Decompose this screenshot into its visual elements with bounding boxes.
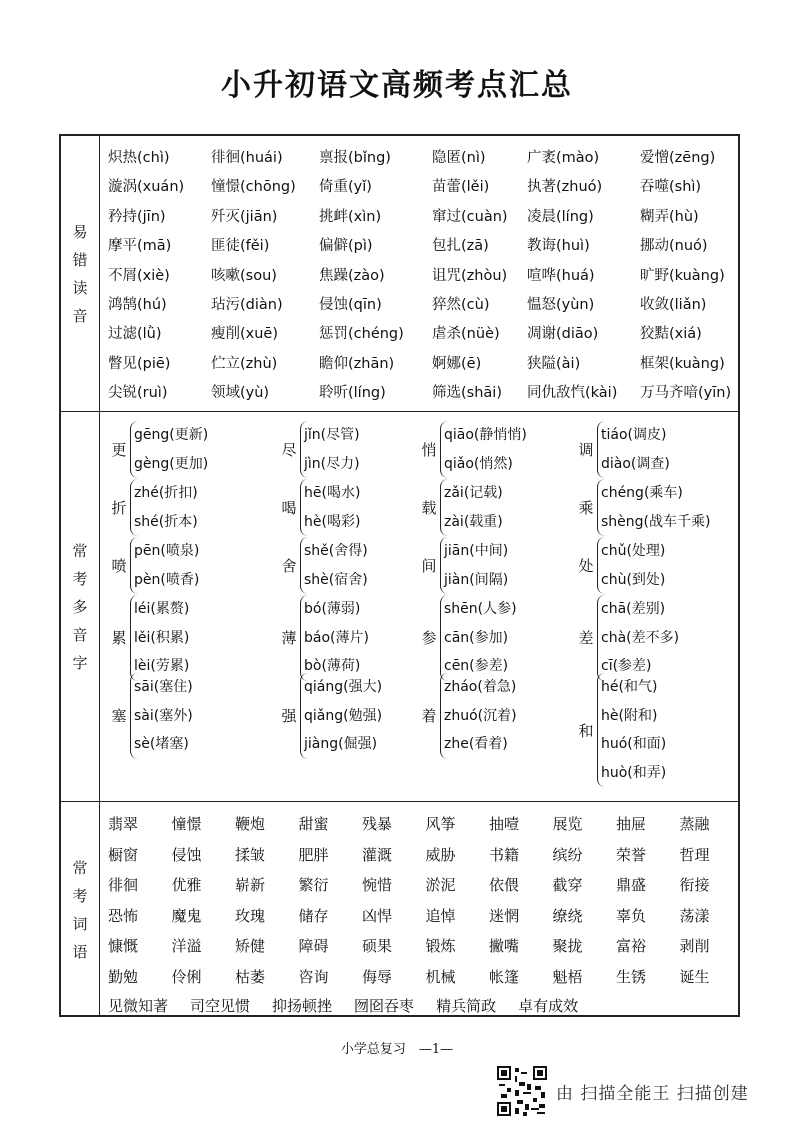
vocabulary-word: 残暴 [362,815,393,833]
vocabulary-word: 储存 [298,906,329,925]
pronunciation-item: 同仇敌忾(kài) [527,385,618,402]
pronunciation-item: 瘦削(xuē) [211,326,279,343]
idiom-item: 囫囵吞枣 [354,997,415,1015]
polyphonic-char: 乘 [578,499,594,517]
qr-code-icon [497,1066,547,1116]
reading-brace [597,537,665,594]
label-column-divider [99,136,100,1015]
polyphonic-group [109,479,198,536]
reading-item: cān(参加) [444,629,509,646]
pronunciation-item: 苗蕾(lěi) [432,179,490,196]
label-char: 常 [72,542,88,560]
label-char: 音 [72,306,88,325]
vocabulary-word: 伶俐 [171,967,202,986]
reading-item: hè(喝彩) [304,513,361,530]
polyphonic-group [576,595,679,681]
polyphonic-group [279,595,369,681]
pronunciation-item: 尖锐(ruì) [108,385,168,402]
reading-item: jiān(中间) [444,543,509,559]
vocabulary-word: 追悼 [425,906,456,925]
polyphonic-char: 和 [578,721,594,740]
reading-item: chǔ(处理) [601,543,666,559]
reading-brace [130,479,198,536]
label-char: 语 [72,943,88,961]
pronunciation-item: 狡黠(xiá) [640,326,702,343]
label-char: 考 [72,570,88,588]
pronunciation-item: 教诲(huì) [527,238,590,255]
polyphonic-char: 喷 [111,557,127,575]
reading-item: jiàng(倔强) [304,736,378,752]
section-divider [61,801,738,802]
vocabulary-word: 洋溢 [171,937,202,955]
pronunciation-item: 万马齐喑(yīn) [640,385,732,402]
pronunciation-item: 摩平(mā) [108,238,172,255]
pronunciation-item: 咳嗽(sou) [211,267,277,284]
label-char: 常 [72,859,88,877]
pronunciation-item: 鸿鹄(hú) [108,296,167,313]
pronunciation-item: 憧憬(chōng) [211,179,296,196]
vocabulary-word: 枯萎 [235,967,266,986]
polyphonic-group [576,673,666,787]
vocabulary-word: 依偎 [489,876,520,894]
polyphonic-group [419,537,508,594]
polyphonic-group [576,479,710,536]
reading-brace [300,479,360,536]
label-char: 易 [72,222,88,241]
pronunciation-item: 隐匿(nì) [432,150,486,166]
vocabulary-word: 锻炼 [425,937,456,955]
vocabulary-word: 繁衍 [298,876,329,894]
pronunciation-item: 凌晨(líng) [527,208,594,225]
vocabulary-word: 风筝 [425,815,456,833]
vocabulary-word: 诞生 [679,967,710,986]
vocabulary-word: 缭绕 [552,906,583,925]
label-char: 音 [72,626,88,644]
reading-brace [300,595,369,681]
pronunciation-grid [108,146,738,411]
polyphonic-char: 喝 [281,499,297,517]
reading-brace [440,421,527,478]
reading-item: cī(参差) [601,658,652,674]
pronunciation-item: 框架(kuàng) [640,355,725,372]
vocabulary-word: 缤纷 [552,845,583,864]
vocabulary-word: 荣誉 [616,845,647,864]
pronunciation-item: 侵蚀(qīn) [319,296,382,313]
polyphonic-char: 着 [421,707,437,726]
reading-item: qiǎo(悄然) [444,455,513,472]
vocabulary-word: 侵蚀 [171,845,202,864]
polyphonic-char: 参 [421,629,437,648]
vocabulary-word: 衔接 [679,876,710,894]
pronunciation-item: 婀娜(ē) [432,355,482,372]
vocabulary-word: 魁梧 [552,967,583,986]
reading-item: zháo(着急) [444,679,517,695]
reading-brace [130,595,189,681]
vocabulary-word: 玫瑰 [235,906,266,925]
reading-item: shé(折本) [134,513,198,530]
polyphonic-char: 累 [111,629,127,648]
vocabulary-word: 威胁 [425,845,456,864]
vocabulary-word: 鞭炮 [235,815,266,833]
pronunciation-item: 聆听(líng) [319,385,386,402]
pronunciation-item: 筛选(shāi) [432,385,502,402]
idiom-item: 卓有成效 [518,997,579,1015]
pronunciation-item: 愠怒(yùn) [527,296,595,313]
reading-item: pēn(喷泉) [134,543,200,559]
pronunciation-item: 旷野(kuàng) [640,267,725,284]
polyphonic-group [576,537,665,594]
vocabulary-word: 憧憬 [171,815,202,833]
scanner-watermark: 由 扫描全能王 扫描创建 [556,1084,749,1104]
vocabulary-word: 揉皱 [235,845,266,864]
polyphonic-char: 塞 [111,707,127,726]
polyphonic-group [576,421,670,478]
polyphonic-group [109,537,199,594]
reading-brace [597,673,666,787]
reading-item: chā(差别) [601,601,666,617]
reading-item: sè(堵塞) [134,736,189,752]
pronunciation-item: 歼灭(jiān) [211,208,278,225]
vocabulary-word: 鼎盛 [616,876,647,894]
polyphonic-char: 悄 [421,441,437,459]
vocabulary-word: 剥削 [679,937,710,955]
polyphonic-group [109,673,193,759]
reading-item: jìn(尽力) [304,455,360,472]
pronunciation-item: 不屑(xiè) [108,267,170,284]
polyphonic-group [279,421,360,478]
pronunciation-item: 挪动(nuó) [640,238,708,255]
reading-item: gèng(更加) [134,455,209,472]
polyphonic-char: 舍 [281,557,297,575]
reading-brace [130,537,199,594]
pronunciation-item: 偏僻(pì) [319,238,373,255]
vocabulary-word: 书籍 [489,845,520,864]
pronunciation-item: 伫立(zhù) [211,355,278,372]
vocabulary-word: 帐篷 [489,967,520,986]
vocabulary-word: 崭新 [235,876,266,894]
polyphonic-group [279,479,360,536]
polyphonic-char: 载 [421,499,437,517]
polyphonic-char: 尽 [281,441,297,459]
polyphonic-group [419,673,517,759]
label-char: 考 [72,887,88,905]
idiom-item: 见微知著 [108,997,169,1015]
reading-brace [440,673,517,759]
vocabulary-word: 淤泥 [425,876,456,894]
vocabulary-grid [108,813,738,996]
polyphonic-char: 调 [578,441,594,459]
reading-brace [440,595,517,681]
polyphonic-group [419,479,503,536]
vocabulary-word: 矫健 [235,937,266,955]
pronunciation-item: 漩涡(xuán) [108,179,185,196]
vocabulary-word: 障碍 [298,937,329,955]
vocabulary-word: 撇嘴 [489,937,520,955]
reading-brace [300,537,368,594]
reading-item: shèng(战车千乘) [601,513,711,530]
vocabulary-word: 蒸融 [679,815,710,833]
page-title: 小升初语文高频考点汇总 [221,68,573,103]
reading-brace [300,673,382,759]
reading-item: shè(宿舍) [304,571,368,588]
vocabulary-word: 辜负 [616,906,647,925]
reading-item: zhé(折扣) [134,485,198,501]
reading-brace [440,537,508,594]
reading-item: zài(载重) [444,513,503,530]
polyphonic-char: 薄 [281,629,297,648]
reading-item: tiáo(调皮) [601,427,667,443]
reading-item: lèi(劳累) [134,658,190,674]
idiom-item: 精兵简政 [436,997,497,1015]
vocabulary-word: 甜蜜 [298,815,329,833]
vocabulary-word: 富裕 [616,937,647,955]
polyphonic-char: 更 [111,441,127,459]
reading-item: hē(喝水) [304,485,361,501]
vocabulary-word: 灌溉 [362,845,393,864]
pronunciation-item: 领域(yù) [211,385,270,402]
reading-item: jiàn(间隔) [444,571,509,588]
reading-brace [597,479,710,536]
section-divider [61,411,738,412]
vocabulary-word: 抽屉 [616,815,647,833]
vocabulary-word: 侮辱 [362,967,393,986]
reading-item: hè(附和) [601,707,658,724]
reading-item: bò(薄荷) [304,658,361,674]
vocabulary-word: 凶悍 [362,906,393,925]
pronunciation-item: 狭隘(ài) [527,355,581,372]
reading-item: qiǎng(勉强) [304,707,383,724]
pronunciation-item: 禀报(bǐng) [319,150,391,166]
pronunciation-item: 收敛(liǎn) [640,296,707,313]
vocabulary-word: 聚拢 [552,937,583,955]
pronunciation-item: 瞥见(piē) [108,355,171,372]
label-char: 词 [72,915,88,933]
reading-brace [597,595,679,681]
pronunciation-item: 诅咒(zhòu) [432,267,508,284]
vocabulary-word: 恐怖 [108,906,139,925]
pronunciation-item: 过滤(lǜ) [108,326,162,343]
reading-item: chà(差不多) [601,629,680,646]
pronunciation-item: 瞻仰(zhān) [319,355,395,372]
reading-item: zǎi(记载) [444,485,503,501]
pronunciation-item: 包扎(zā) [432,238,489,255]
idiom-item: 司空见惯 [190,997,251,1015]
polyphonic-group [419,421,527,478]
vocabulary-word: 徘徊 [108,876,139,894]
pronunciation-item: 虐杀(nüè) [432,326,500,343]
polyphonic-section [101,413,738,801]
vocabulary-word: 硕果 [362,937,393,955]
polyphonic-group [109,595,189,681]
polyphonic-group [279,537,368,594]
reading-item: diào(调查) [601,455,670,472]
vocabulary-word: 勤勉 [108,967,139,986]
reading-item: qiáng(强大) [304,679,383,695]
reading-item: bó(薄弱) [304,601,361,617]
vocabulary-word: 慷慨 [108,937,139,955]
pronunciation-item: 喧哗(huá) [527,267,595,284]
reading-item: chéng(乘车) [601,485,683,501]
pronunciation-item: 焦躁(zào) [319,267,385,284]
pronunciation-item: 徘徊(huái) [211,150,283,166]
reading-item: qiāo(静悄悄) [444,427,527,443]
reading-brace [130,673,193,759]
vocabulary-word: 迷惘 [489,906,520,925]
reading-item: huò(和弄) [601,764,667,781]
reading-item: sài(塞外) [134,707,193,724]
pronunciation-section [101,136,738,411]
vocabulary-word: 魔鬼 [171,906,202,925]
reading-item: hé(和气) [601,679,658,695]
reading-item: cēn(参差) [444,658,509,674]
reading-item: zhuó(沉着) [444,707,517,724]
section-label-vocabulary [61,803,99,1017]
pronunciation-item: 惩罚(chéng) [319,326,404,343]
vocabulary-word: 咨询 [298,967,329,986]
pronunciation-item: 吞噬(shì) [640,179,702,196]
reading-brace [130,421,208,478]
pronunciation-item: 倚重(yǐ) [319,179,372,196]
polyphonic-char: 处 [578,557,594,575]
polyphonic-group [279,673,382,759]
reading-item: shě(舍得) [304,543,368,559]
label-char: 多 [72,598,88,616]
pronunciation-item: 玷污(diàn) [211,296,283,313]
polyphonic-char: 间 [421,557,437,575]
reading-item: zhe(看着) [444,736,508,752]
pronunciation-item: 猝然(cù) [432,296,490,313]
vocabulary-word: 肥胖 [298,845,329,864]
pronunciation-item: 挑衅(xìn) [319,208,382,225]
reading-brace [597,421,670,478]
vocabulary-word: 哲理 [679,845,710,864]
pronunciation-item: 炽热(chì) [108,150,170,166]
section-label-pronunciation [61,136,99,411]
pronunciation-item: 矜持(jīn) [108,208,166,225]
vocabulary-word: 橱窗 [108,845,139,864]
vocabulary-word: 荡漾 [679,906,710,925]
pronunciation-item: 凋谢(diāo) [527,326,599,343]
polyphonic-group [419,595,517,681]
polyphonic-char: 折 [111,499,127,517]
reading-item: pèn(喷香) [134,571,200,588]
pronunciation-item: 广袤(mào) [527,150,600,166]
polyphonic-char: 强 [281,707,297,726]
pronunciation-item: 糊弄(hù) [640,208,699,225]
section-label-polyphonic [61,413,99,801]
reading-item: chù(到处) [601,571,666,588]
pronunciation-item: 窜过(cuàn) [432,208,508,225]
pronunciation-item: 匪徒(fěi) [211,238,270,255]
reading-item: jǐn(尽管) [304,427,360,443]
pronunciation-item: 爱憎(zēng) [640,150,716,166]
vocabulary-word: 抽噎 [489,815,520,833]
vocabulary-word: 展览 [552,815,583,833]
label-char: 错 [72,250,88,269]
vocabulary-word: 优雅 [171,876,202,894]
content-table [59,134,740,1017]
vocabulary-word: 生锈 [616,967,647,986]
reading-brace [440,479,503,536]
polyphonic-char: 差 [578,629,594,648]
vocabulary-word: 翡翠 [108,815,139,833]
reading-item: lěi(积累) [134,629,190,646]
polyphonic-group [109,421,208,478]
label-char: 读 [72,278,88,297]
reading-item: shēn(人参) [444,601,517,617]
vocabulary-word: 机械 [425,967,456,986]
reading-item: báo(薄片) [304,629,369,646]
idiom-item: 抑扬顿挫 [272,997,333,1015]
vocabulary-word: 截穿 [552,876,583,894]
page-footer: 小学总复习 —1— [340,1042,454,1057]
reading-item: huó(和面) [601,736,667,752]
vocabulary-section [101,803,738,1017]
pronunciation-item: 执著(zhuó) [527,179,603,196]
vocabulary-word: 惋惜 [362,876,393,894]
idiom-row [108,995,578,1016]
reading-item: léi(累赘) [134,601,190,617]
label-char: 字 [72,654,88,672]
reading-brace [300,421,360,478]
reading-item: gēng(更新) [134,427,209,443]
reading-item: sāi(塞住) [134,679,193,695]
